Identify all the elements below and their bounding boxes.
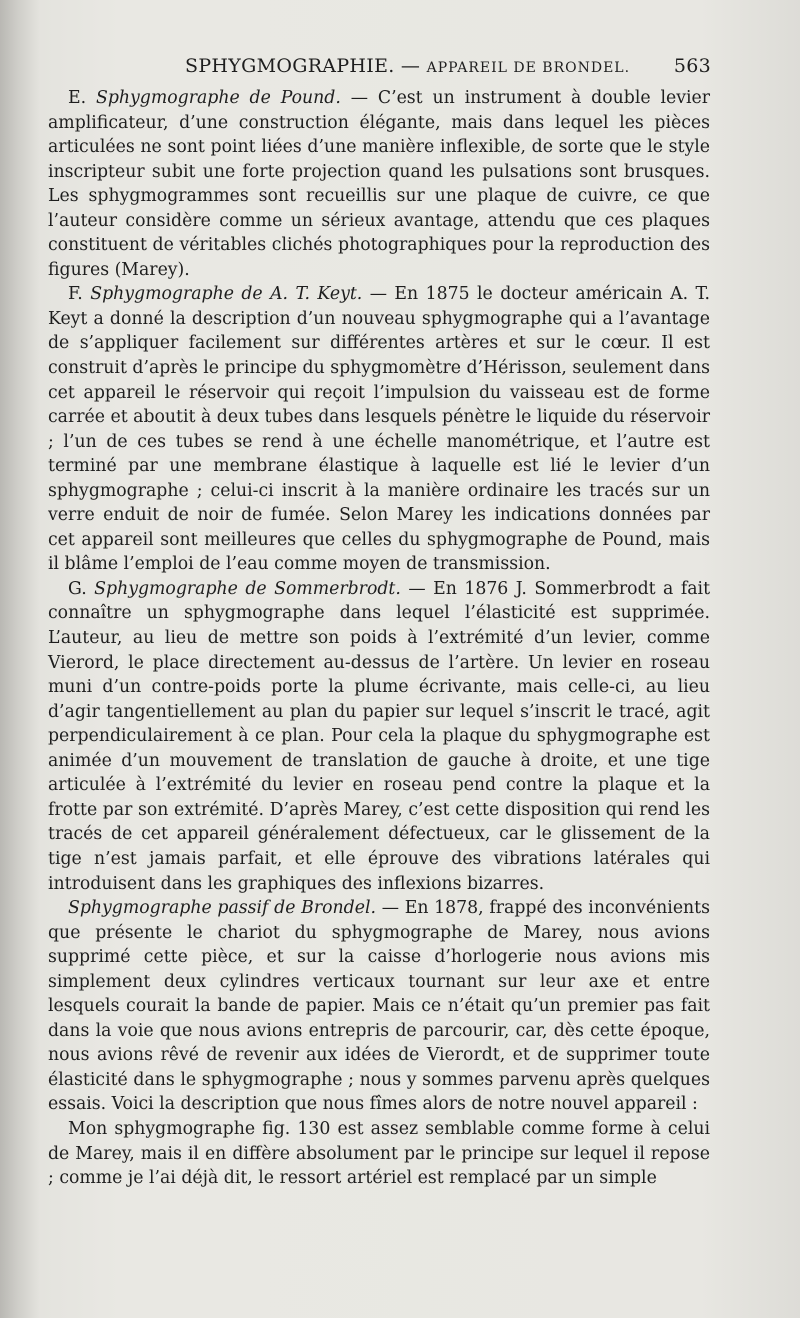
paragraph-text: — En 1878, frappé des inconvénients que présente le chariot du sphygmographe de Marey, nous avions supprimé cette pièce, et sur la caisse d’horlogerie nous avions mis simplement deux cylindres verticaux tournant sur leur axe et entre lesquels courait la bande de papier. Mais ce n’était qu’un premier pas fait dans la voie que nous avions entrepris de parcourir, car, dès cette époque, nous avions rêvé de revenir aux idées de Vierordt, et de supprimer toute élasticité dans le sphygmographe ; nous y sommes parvenu après quelques essais. Voici la description que nous fîmes alors de notre nouvel appareil :	[48, 898, 710, 1115]
paragraph-text: — C’est un instrument à double levier amplificateur, d’une construction élégante, mais dans lequel les pièces articulées ne sont point liées d’une manière inflexible, de sorte que le style inscripteur subit une forte projection quand les pulsations sont brusques. Les sphygmogrammes sont recueillis sur une plaque de cuivre, ce que l’auteur considère comme un sérieux avantage, attendu que ces plaques constituent de véritables clichés photographiques pour la reproduction des figures (Marey).	[48, 88, 710, 280]
paragraph-text: — En 1876 J. Sommerbrodt a fait connaître un sphygmographe dans lequel l’élasticité est supprimée. L’auteur, au lieu de mettre son poids à l’extrémité d’un levier, comme Vierord, le place directement au-dessus de l’artère. Un levier en roseau muni d’un contre-poids porte la plume écrivante, mais celle-ci, au lieu d’agir tangentiellement au plan du papier sur lequel s’inscrit le tracé, agit perpendiculairement à ce plan. Pour cela la plaque du sphygmographe est animée d’un mouvement de translation de gauche à droite, et une tige articulée à l’extrémité du levier en roseau pend contre la plaque et la frotte par son extrémité. D’après Marey, c’est cette disposition qui rend les tracés de cet appareil généralement défectueux, car le glissement de la tige n’est jamais parfait, et elle éprouve des vibrations latérales qui introduisent dans les graphiques des inflexions bizarres.	[48, 578, 711, 894]
paragraph-description	[48, 1117, 710, 1191]
running-title-sub: APPAREIL DE BRONDEL.	[426, 60, 631, 76]
paragraph-sommerbrodt	[48, 577, 710, 896]
paragraph-text: — En 1875 le docteur américain A. T. Keyt a donné la description d’un nouveau sphygmographe qui a l’avantage de s’appliquer facilement sur différentes artères et sur le cœur. Il est construit d’après le principe du sphygmomètre d’Hérisson, seulement dans cet appareil le réservoir qui reçoit l’impulsion du vaisseau est de forme carrée et aboutit à deux tubes dans lesquels pénètre le liquide du réservoir ; l’un de ces tubes se rend à une échelle manométrique, et l’autre est terminé par une membrane élastique à laquelle est lié le levier d’un sphygmographe ; celui-ci inscrit à la manière ordinaire les tracés sur un verre enduit de noir de fumée. Selon Marey les indications données par cet appareil sont meilleures que celles du sphygmographe de Pound, mais il blâme l’emploi de l’eau comme moyen de transmission.	[48, 284, 710, 575]
running-header	[40, 55, 715, 81]
section-heading: Sphygmographe passif de Brondel.	[68, 898, 376, 919]
section-heading: Sphygmographe de Sommerbrodt.	[94, 578, 401, 599]
paragraph-text: Mon sphygmographe fig. 130 est assez semblable comme forme à celui de Marey, mais il en diffère absolument par le principe sur lequel il repose ; comme je l’ai déjà dit, le ressort artériel est remplacé par un simple	[48, 1118, 710, 1189]
running-title	[185, 55, 630, 77]
section-letter: E.	[68, 88, 96, 108]
running-title-main: SPHYGMOGRAPHIE. —	[185, 55, 427, 77]
section-heading: Sphygmographe de Pound.	[95, 88, 341, 108]
page-number: 563	[673, 55, 711, 77]
section-letter: F.	[68, 284, 91, 305]
body-text	[48, 86, 710, 1191]
section-heading: Sphygmographe de A. T. Keyt.	[90, 284, 363, 305]
paragraph-pound	[48, 86, 710, 282]
section-letter: G.	[68, 578, 95, 599]
paragraph-brondel	[48, 896, 710, 1117]
paragraph-keyt	[48, 282, 710, 577]
